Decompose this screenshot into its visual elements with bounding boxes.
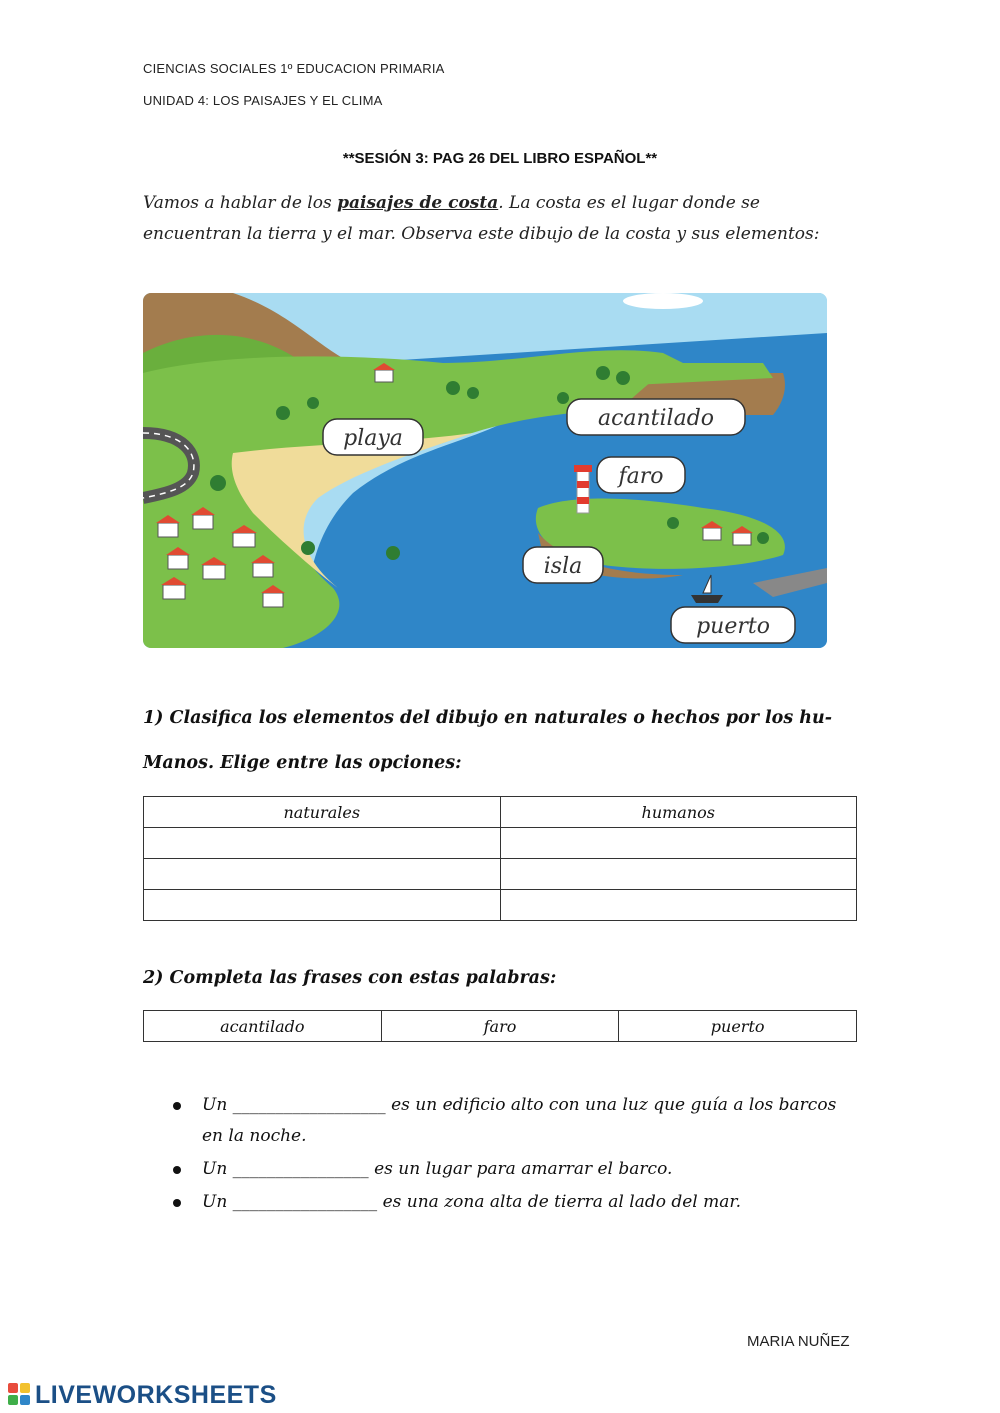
lighthouse-tower	[577, 471, 589, 513]
sentence-2[interactable]: Un ________________ es un lugar para amarrar el barco.	[202, 1159, 673, 1179]
table-row	[144, 828, 857, 859]
sentence-list	[170, 1090, 860, 1220]
bullet-icon	[173, 1102, 181, 1110]
sentence-3[interactable]: Un _________________ es una zona alta de tierra al lado del mar.	[202, 1192, 742, 1212]
label-faro-text: faro	[618, 464, 664, 489]
word-puerto: puerto	[619, 1011, 857, 1042]
label-puerto-text: puerto	[696, 614, 770, 639]
word-acantilado: acantilado	[144, 1011, 382, 1042]
coast-illustration	[143, 293, 827, 648]
lighthouse-lamp	[574, 465, 592, 472]
bullet-icon	[173, 1166, 181, 1174]
label-puerto	[671, 607, 795, 643]
question-1-line-2: Manos. Elige entre las opciones:	[143, 753, 462, 773]
label-acantilado	[567, 399, 745, 435]
liveworksheets-logo[interactable]	[8, 1380, 277, 1410]
intro-text-after: . La costa es el lugar donde se encuentran la tierra y el mar. Observa este dibujo de la costa y sus elementos:	[143, 193, 820, 244]
label-isla	[523, 547, 603, 583]
label-faro	[597, 457, 685, 493]
bullet-icon	[173, 1199, 181, 1207]
coast-drawing	[143, 293, 827, 648]
liveworksheets-logo-text: LIVEWORKSHEETS	[35, 1380, 277, 1409]
cell-natural-2[interactable]	[144, 859, 501, 890]
question-1-line-1: 1) Clasifica los elementos del dibujo en naturales o hechos por los hu-	[143, 708, 833, 728]
liveworksheets-logo-icon	[8, 1383, 32, 1407]
cell-natural-3[interactable]	[144, 890, 501, 921]
boat-hull	[691, 595, 723, 603]
author-name: MARIA NUÑEZ	[747, 1333, 850, 1350]
cloud	[623, 293, 703, 309]
word-bank-row	[144, 1011, 857, 1042]
list-item	[170, 1090, 860, 1152]
lighthouse-stripe	[577, 481, 589, 488]
question-2-title: 2) Completa las frases con estas palabras:	[143, 968, 557, 988]
intro-highlight: paisajes de costa	[337, 193, 499, 213]
list-item	[170, 1187, 860, 1218]
intro-text-before: Vamos a hablar de los	[143, 193, 338, 213]
cell-human-2[interactable]	[500, 859, 857, 890]
word-faro: faro	[381, 1011, 619, 1042]
lighthouse-stripe	[577, 497, 589, 504]
label-playa	[323, 419, 423, 455]
table-header-row	[144, 797, 857, 828]
label-playa-text: playa	[343, 426, 403, 451]
label-isla-text: isla	[543, 554, 583, 579]
classification-table	[143, 796, 857, 921]
cell-natural-1[interactable]	[144, 828, 501, 859]
cell-human-1[interactable]	[500, 828, 857, 859]
unit-header: UNIDAD 4: LOS PAISAJES Y EL CLIMA	[143, 93, 383, 108]
header-humanos: humanos	[500, 797, 857, 828]
sentence-1[interactable]: Un __________________ es un edificio alto con una luz que guía a los barcos en la noche.	[202, 1095, 837, 1146]
subject-header: CIENCIAS SOCIALES 1º EDUCACION PRIMARIA	[143, 61, 445, 76]
session-title: **SESIÓN 3: PAG 26 DEL LIBRO ESPAÑOL**	[342, 150, 658, 167]
table-row	[144, 859, 857, 890]
header-naturales: naturales	[144, 797, 501, 828]
label-acantilado-text: acantilado	[597, 406, 715, 431]
cell-human-3[interactable]	[500, 890, 857, 921]
table-row	[144, 890, 857, 921]
word-bank-table	[143, 1010, 857, 1042]
list-item	[170, 1154, 860, 1185]
intro-paragraph	[143, 188, 823, 250]
